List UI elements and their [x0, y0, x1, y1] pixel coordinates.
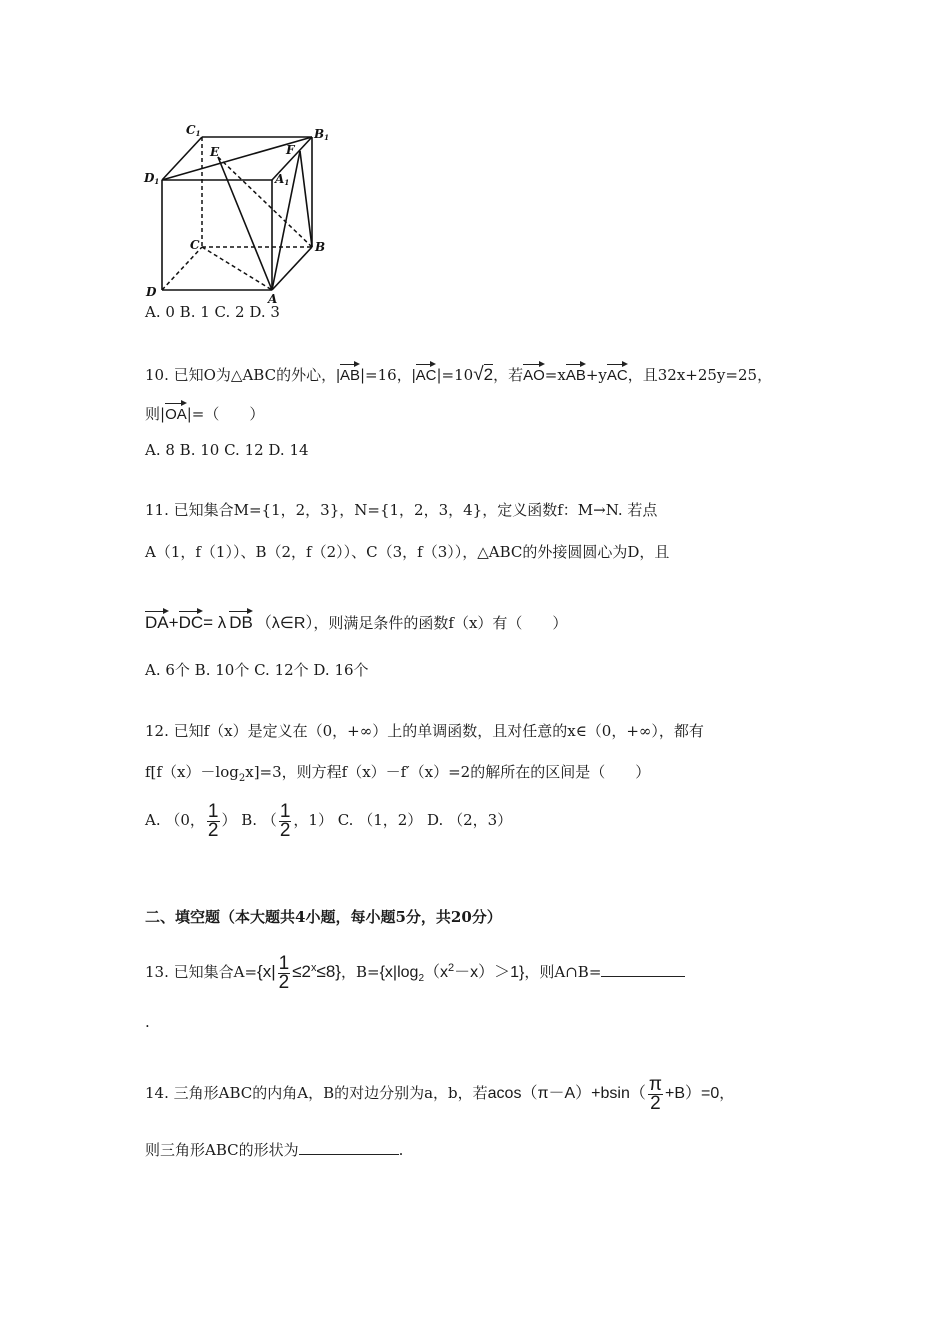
q12-optA-pre: A. （0，: [145, 811, 205, 829]
q10-stem: 10. 已知O为△ABC的外心，: [145, 366, 337, 384]
q13-setB-2: （x: [424, 964, 449, 981]
q14-ask: 则三角形ABC的形状为: [145, 1141, 299, 1159]
q10-plus-y: +y: [585, 366, 607, 384]
vector-AC-2: AC: [607, 364, 628, 386]
fraction-half-c: $\frac{1}{2}$: [278, 952, 290, 993]
vector-AC: AC: [416, 364, 437, 386]
section-title: 二、填空题（本大题共4小题，每小题5分，共20分）: [145, 908, 502, 926]
q14-expr1: acos（π－A）+bsin（: [487, 1085, 646, 1102]
q10-options: A. 8 B. 10 C. 12 D. 14: [145, 441, 309, 459]
q13-square: 2: [448, 962, 455, 974]
q10-ab-value: |=16，: [360, 366, 412, 384]
q11-ask: ，则满足条件的函数f（x）有（ ）: [313, 614, 568, 632]
q14-expr2: +B）=0: [664, 1085, 720, 1102]
label-A: A: [268, 292, 278, 305]
q14-comma: ，: [719, 1084, 735, 1102]
hidden-segment-CA: [202, 247, 272, 290]
q14-stem: 14. 三角形ABC的内角A，B的对边分别为a，b，若: [145, 1084, 488, 1102]
q13-log-base: 2: [418, 973, 424, 984]
q13-two: 2: [301, 962, 312, 981]
q10-condition: ，且32x+25y=25，: [627, 366, 773, 384]
q12-line1: 12. 已知f（x）是定义在（0，+∞）上的单调函数，且对任意的x∈（0，+∞），都有: [145, 722, 704, 740]
label-C1: C1: [186, 125, 201, 138]
q11-options: A. 6个 B. 10个 C. 12个 D. 16个: [145, 661, 369, 679]
fraction-half-b: $\frac{1}{2}$: [279, 800, 291, 841]
q13-mid: ，B=: [340, 963, 380, 981]
q12-eq-part2: x]=3，则方程f（x）－f′（x）=2的解所在的区间是（ ）: [245, 763, 651, 781]
q9-options: A. 0 B. 1 C. 2 D. 3: [145, 303, 280, 321]
segment-BF: [300, 151, 312, 247]
q14-line2: [145, 1140, 403, 1160]
q10-ask: |=（ ）: [186, 405, 265, 423]
q12-optB-post: ，1） C. （1，2） D. （2，3）: [293, 811, 513, 829]
q14-end: .: [398, 1141, 404, 1159]
q11-line2: A（1，f（1））、B（2，f（2））、C（3，f（3）），△ABC的外接圆圆心为D，且: [145, 543, 670, 561]
label-D1: D1: [144, 171, 160, 186]
q13-tail: ，则A∩B=: [524, 963, 602, 981]
q13-stem: 13. 已知集合A=: [145, 963, 258, 981]
q13-setA-open: {x|: [257, 962, 276, 981]
q10-ac-value: |=10: [436, 366, 474, 384]
vector-OA: OA: [165, 403, 187, 425]
q10-abs-bar-2: |: [411, 367, 416, 384]
label-D: D: [146, 285, 157, 299]
q10-line1: [145, 364, 772, 386]
hidden-segment-EB: [218, 157, 312, 247]
q14-line1: [145, 1073, 734, 1114]
q14-answer-blank[interactable]: [299, 1140, 399, 1155]
cube-figure: [140, 125, 340, 305]
vector-DC: DC: [178, 613, 204, 632]
q11-line3: [145, 611, 567, 634]
q10-if: ，若: [493, 366, 524, 384]
q13-exp: x: [311, 962, 317, 974]
q10-abs-bar: |: [336, 367, 340, 384]
q12-line2: [145, 762, 650, 789]
edge-AB: [272, 247, 312, 290]
q13-answer-blank[interactable]: [601, 962, 685, 977]
q13-setB: {x|log: [379, 964, 419, 981]
q11-plus: +: [168, 613, 179, 632]
q12-options: [145, 800, 512, 840]
label-A1: A1: [275, 172, 290, 187]
q12-optA-post: ） B. （: [221, 811, 277, 829]
q13-le1: ≤: [292, 962, 302, 981]
vector-AB-2: AB: [566, 364, 586, 386]
hidden-edge-DC: [162, 247, 202, 290]
label-B1: B1: [314, 127, 330, 142]
q13-setB-3: －x）＞1}: [454, 964, 525, 981]
q13-line1: [145, 948, 685, 999]
vector-AO: AO: [523, 364, 545, 386]
sqrt-sign: √: [473, 364, 484, 385]
label-E: E: [210, 145, 220, 159]
q11-line1: 11. 已知集合M={1，2，3}，N={1，2，3，4}，定义函数f：M→N. 若点: [145, 501, 658, 519]
q10-then: 则|: [145, 405, 166, 423]
q10-eq-x: =x: [544, 366, 566, 384]
fraction-half-a: $\frac{1}{2}$: [207, 800, 219, 841]
q12-eq-part1: f[f（x）－log: [145, 763, 239, 781]
sqrt-value: 2: [483, 365, 494, 384]
q13-dot: .: [145, 1013, 150, 1031]
label-B: B: [315, 240, 326, 254]
label-F: F: [286, 143, 295, 157]
q10-line2: [145, 403, 264, 425]
q12-log-base: 2: [238, 773, 246, 784]
segment-AE: [218, 157, 272, 290]
q11-lambda-real: （λ∈R）: [255, 615, 314, 632]
vector-AB: AB: [340, 364, 360, 386]
q11-eq-lambda: = λ: [203, 613, 227, 632]
vector-DB: DB: [229, 613, 253, 632]
vector-DA: DA: [145, 613, 169, 632]
q13-le2: ≤8}: [316, 962, 341, 981]
fraction-pi-half: $\frac{\pi}{2}$: [648, 1073, 662, 1114]
label-C: C: [190, 238, 200, 252]
